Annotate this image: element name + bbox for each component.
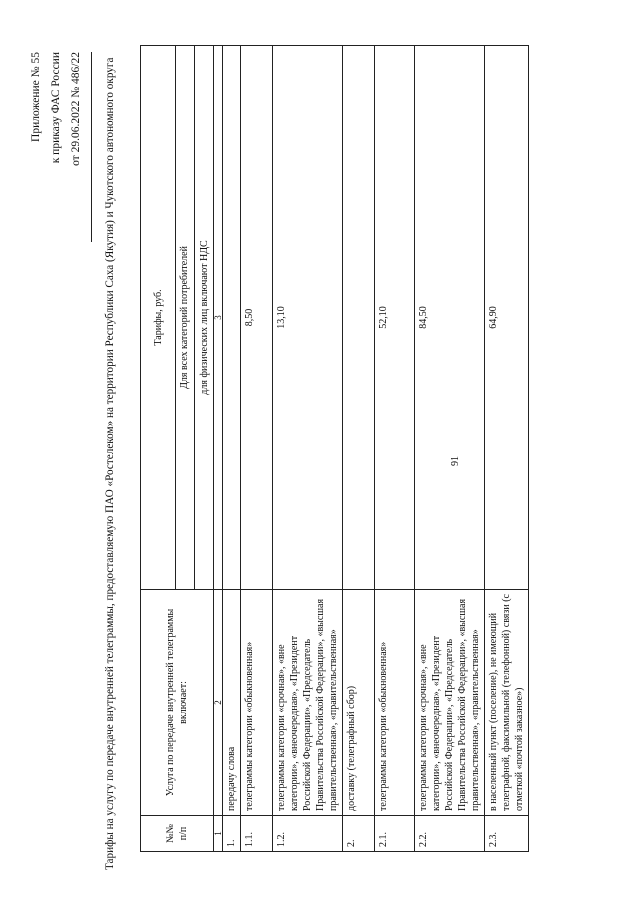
table-row (273, 45, 343, 851)
rotated-sheet (0, 20, 560, 880)
row-num: 1.2. (273, 816, 343, 852)
row-service: передачу слова (223, 589, 241, 815)
row-service: телеграммы категории «обыкновенная» (241, 589, 273, 815)
header-num: №№ п/п (141, 816, 214, 852)
header-service: Услуга по передаче внутренней телеграммы включает: (141, 589, 214, 815)
tariff-table (140, 45, 529, 852)
row-service: в населенный пункт (поселение), не имеющий телеграфной, факсимильной (телефонной) связи (с отметкой «почтой заказное») (485, 589, 529, 815)
column-number-row (214, 45, 223, 851)
row-num: 1.1. (241, 816, 273, 852)
appendix-line-3: от 29.06.2022 № 486/22 (70, 52, 82, 166)
table-row (375, 45, 415, 851)
header-vat: для физических лиц включают НДС (194, 46, 211, 589)
col-num-3: 3 (214, 45, 223, 589)
row-service: доставку (телеграфный сбор) (343, 589, 375, 815)
appendix-line-1: Приложение № 55 (30, 52, 42, 142)
row-price (223, 45, 241, 589)
row-num: 1. (223, 816, 241, 852)
row-price: 8,50 (241, 45, 273, 589)
table-row (485, 45, 529, 851)
table-row (415, 45, 485, 851)
appendix-block (26, 52, 86, 232)
header-all-categories (176, 45, 214, 589)
header-all-categories-label: Для всех категорий потребителей (179, 246, 190, 389)
row-num: 2.1. (375, 816, 415, 852)
row-price: 52,10 (375, 45, 415, 589)
table-row (343, 45, 375, 851)
appendix-line-2: к приказу ФАС России (50, 52, 62, 164)
table-header-row (141, 45, 176, 851)
row-price: 13,10 (273, 45, 343, 589)
document-title: Тарифы на услугу по передаче внутренней телеграммы, предоставляемую ПАО «Ростелеком» на территории Республики Саха (Якутия) и Чукотского автономного округа (104, 57, 116, 870)
row-price (343, 45, 375, 589)
row-service: телеграммы категории «срочная», «вне категории», «внеочередная», «Президент Российской Федерации», «Председатель Правительства Российской Федерации», «высшая правительственная», «правительственная» (415, 589, 485, 815)
col-num-1: 1 (214, 816, 223, 852)
row-service: телеграммы категории «срочная», «вне категории», «внеочередная», «Президент Российской Федерации», «Председатель Правительства Российской Федерации», «высшая правительственная», «правительственная» (273, 589, 343, 815)
row-num: 2.2. (415, 816, 485, 852)
page-number: 91 (450, 456, 461, 466)
header-tariffs: Тарифы, руб. (141, 45, 176, 589)
row-num: 2. (343, 816, 375, 852)
row-num: 2.3. (485, 816, 529, 852)
appendix-underline (91, 52, 92, 242)
row-price: 64,90 (485, 45, 529, 589)
table-row (241, 45, 273, 851)
row-service: телеграммы категории «обыкновенная» (375, 589, 415, 815)
table-row (223, 45, 241, 851)
row-price: 84,50 (415, 45, 485, 589)
col-num-2: 2 (214, 589, 223, 815)
